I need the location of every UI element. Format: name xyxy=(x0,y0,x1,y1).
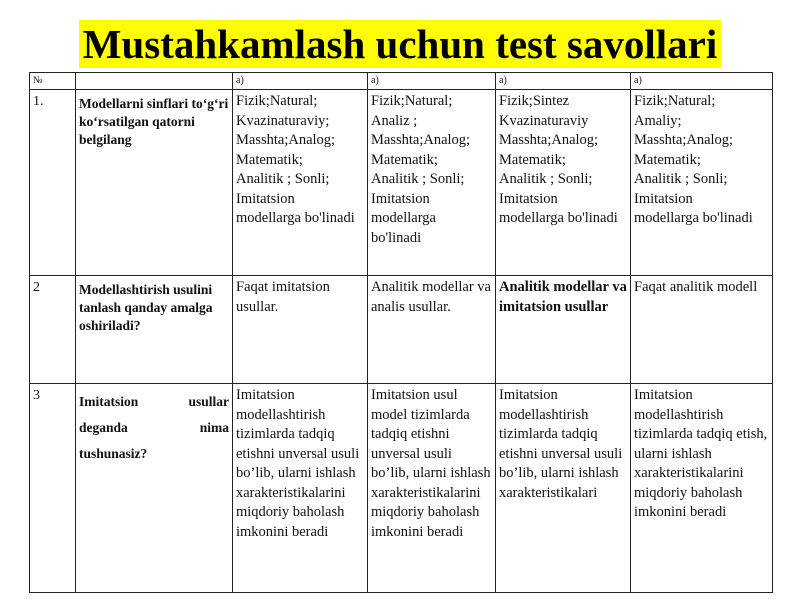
table-row xyxy=(30,384,773,593)
answer-option: Faqat analitik modell xyxy=(631,276,773,384)
question-text: Imitatsion usullar deganda nima tushunasiz? xyxy=(76,384,233,593)
table-row xyxy=(30,276,773,384)
question-number: 1. xyxy=(30,90,76,276)
question-text: Modellashtirish usulini tanlash qanday amalga oshiriladi? xyxy=(76,276,233,384)
answer-option: Faqat imitatsion usullar. xyxy=(233,276,368,384)
header-option-4: a) xyxy=(631,73,773,90)
answer-option: Fizik;Natural; Amaliy; Masshta;Analog; Matematik; Analitik ; Sonli; Imitatsion modellarga bo'linadi xyxy=(631,90,773,276)
table-row xyxy=(30,90,773,276)
header-option-2: a) xyxy=(368,73,496,90)
answer-option: Fizik;Natural; Analiz ; Masshta;Analog; Matematik; Analitik ; Sonli; Imitatsion modellarga bo'linadi xyxy=(368,90,496,276)
test-questions-table xyxy=(29,72,773,593)
answer-option: Analitik modellar va analis usullar. xyxy=(368,276,496,384)
answer-option: Imitatsion usul model tizimlarda tadqiq etishni unversal usuli bo’lib, ularni ishlash xarakteristikalarini miqdoriy baholash imkonini beradi xyxy=(368,384,496,593)
header-question xyxy=(76,73,233,90)
answer-option-correct: Analitik modellar va imitatsion usullar xyxy=(496,276,631,384)
page-title: Mustahkamlash uchun test savollari xyxy=(79,20,721,68)
title-container xyxy=(0,20,800,68)
question-number: 3 xyxy=(30,384,76,593)
header-option-1: a) xyxy=(233,73,368,90)
question-number: 2 xyxy=(30,276,76,384)
question-text: Modellarni sinflari to‘g‘ri ko‘rsatilgan qatorni belgilang xyxy=(76,90,233,276)
answer-option: Imitatsion modellashtirish tizimlarda tadqiq etishni unversal usuli bo’lib, ularni ishlash xarakteristikalarini miqdoriy baholash imkonini beradi xyxy=(233,384,368,593)
table-header-row xyxy=(30,73,773,90)
answer-option: Imitatsion modellashtirish tizimlarda tadqiq etish, ularni ishlash xarakteristikalarini miqdoriy baholash imkonini beradi xyxy=(631,384,773,593)
header-number: № xyxy=(30,73,76,90)
header-option-3: a) xyxy=(496,73,631,90)
answer-option: Fizik;Natural; Kvazinaturaviy; Masshta;Analog; Matematik; Analitik ; Sonli; Imitatsion modellarga bo'linadi xyxy=(233,90,368,276)
answer-option: Imitatsion modellashtirish tizimlarda tadqiq etishni unversal usuli bo’lib, ularni ishlash xarakteristikalari xyxy=(496,384,631,593)
answer-option: Fizik;Sintez Kvazinaturaviy Masshta;Analog; Matematik; Analitik ; Sonli; Imitatsion modellarga bo'linadi xyxy=(496,90,631,276)
